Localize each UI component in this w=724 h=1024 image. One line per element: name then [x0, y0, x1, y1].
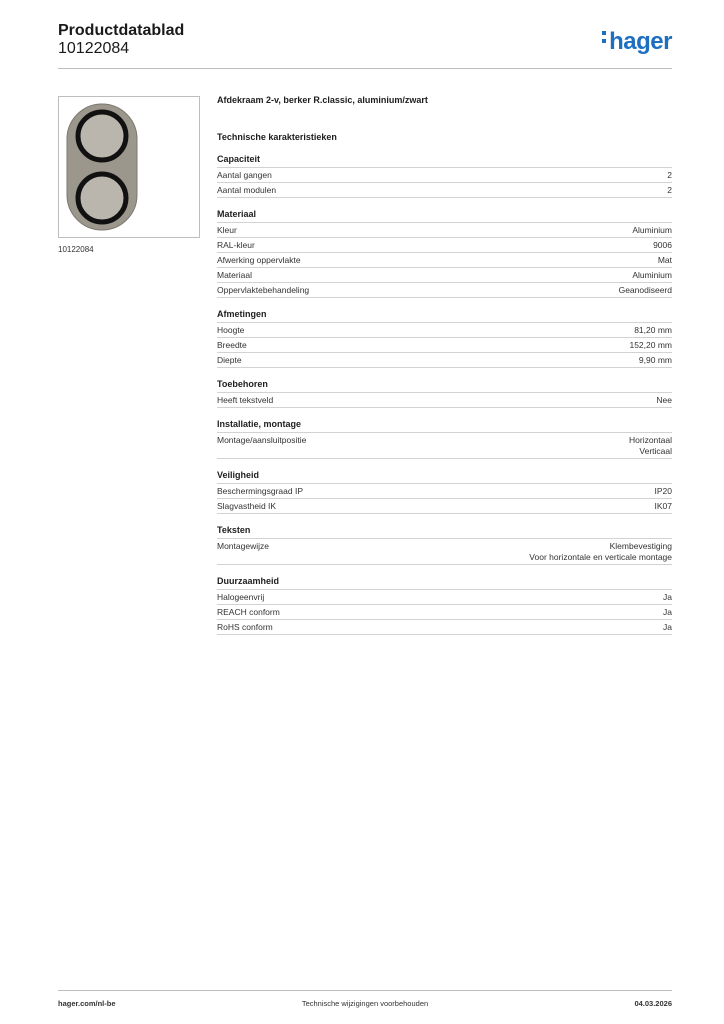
spec-value — [663, 592, 672, 603]
spec-value-line: Verticaal — [639, 446, 672, 456]
spec-value — [658, 255, 672, 266]
spec-value — [663, 607, 672, 618]
spec-label: Halogeenvrij — [217, 592, 265, 602]
spec-row — [217, 393, 672, 408]
spec-value — [619, 285, 672, 296]
spec-row — [217, 620, 672, 635]
spec-value — [639, 355, 672, 366]
spec-section — [217, 208, 672, 298]
spec-row — [217, 484, 672, 499]
page-header — [58, 22, 672, 69]
spec-label: Breedte — [217, 340, 247, 350]
spec-row — [217, 183, 672, 198]
spec-row — [217, 238, 672, 253]
image-caption: 10122084 — [58, 245, 94, 254]
spec-value — [632, 270, 672, 281]
spec-value-line: 2 — [667, 170, 672, 180]
section-title: Toebehoren — [217, 378, 672, 393]
hager-logo: hager — [602, 28, 672, 56]
spec-section — [217, 153, 672, 198]
spec-label: Materiaal — [217, 270, 252, 280]
spec-row — [217, 223, 672, 238]
spec-value-line: Ja — [663, 592, 672, 602]
spec-row — [217, 433, 672, 459]
spec-label: Heeft tekstveld — [217, 395, 274, 405]
spec-section — [217, 378, 672, 408]
section-title: Duurzaamheid — [217, 575, 672, 590]
spec-value — [629, 435, 672, 457]
spec-section — [217, 575, 672, 635]
spec-label: Montagewijze — [217, 541, 269, 551]
spec-value-line: Mat — [657, 255, 672, 265]
spec-value-line: Nee — [656, 395, 672, 405]
spec-value — [632, 225, 672, 236]
footer-date: 04.03.2026 — [634, 999, 672, 1008]
spec-value — [663, 622, 672, 633]
spec-value — [655, 501, 673, 512]
logo-colon-icon — [602, 27, 607, 47]
spec-row — [217, 605, 672, 620]
spec-value — [667, 170, 672, 181]
spec-value — [656, 395, 672, 406]
product-number: 10122084 — [58, 40, 130, 57]
spec-section — [217, 308, 672, 368]
spec-value-line: 2 — [667, 185, 672, 195]
page-title: Productdatablad — [58, 22, 185, 39]
spec-value-line: Voor horizontale en verticale montage — [529, 552, 672, 562]
spec-label: Montage/aansluitpositie — [217, 435, 307, 445]
spec-value — [629, 340, 672, 351]
tech-heading: Technische karakteristieken — [217, 132, 337, 142]
spec-label: RoHS conform — [217, 622, 273, 632]
product-name: Afdekraam 2-v, berker R.classic, aluminium/zwart — [217, 95, 428, 105]
footer-disclaimer: Technische wijzigingen voorbehouden — [301, 999, 429, 1008]
spec-value-line: Ja — [663, 607, 672, 617]
spec-label: Diepte — [217, 355, 242, 365]
spec-sections — [217, 153, 672, 635]
spec-section — [217, 524, 672, 565]
spec-value — [667, 185, 672, 196]
spec-section — [217, 469, 672, 514]
spec-value-line: IP20 — [654, 486, 672, 496]
double-frame-icon — [59, 97, 199, 237]
product-image — [58, 96, 200, 238]
spec-row — [217, 338, 672, 353]
spec-row — [217, 323, 672, 338]
spec-value-line: 9006 — [653, 240, 672, 250]
spec-label: Kleur — [217, 225, 237, 235]
section-title: Capaciteit — [217, 153, 672, 168]
section-title: Veiligheid — [217, 469, 672, 484]
spec-row — [217, 283, 672, 298]
spec-label: Aantal modulen — [217, 185, 277, 195]
spec-value-line: Geanodiseerd — [618, 285, 672, 295]
spec-label: Aantal gangen — [217, 170, 272, 180]
spec-row — [217, 268, 672, 283]
spec-value-line: Horizontaal — [629, 435, 672, 445]
spec-value-line: 81,20 mm — [634, 325, 672, 335]
spec-label: Slagvastheid IK — [217, 501, 277, 511]
spec-value-line: IK07 — [654, 501, 672, 511]
spec-value — [634, 325, 672, 336]
spec-value — [529, 541, 672, 563]
spec-row — [217, 353, 672, 368]
spec-label: RAL-kleur — [217, 240, 255, 250]
spec-value-line: Ja — [663, 622, 672, 632]
spec-label: Hoogte — [217, 325, 245, 335]
section-title: Installatie, montage — [217, 418, 672, 433]
spec-value-line: 9,90 mm — [638, 355, 672, 365]
spec-row — [217, 499, 672, 514]
spec-label: Afwerking oppervlakte — [217, 255, 301, 265]
spec-value-line: Aluminium — [632, 225, 672, 235]
section-title: Teksten — [217, 524, 672, 539]
spec-value — [655, 486, 673, 497]
spec-label: Beschermingsgraad IP — [217, 486, 303, 496]
section-title: Materiaal — [217, 208, 672, 223]
spec-value — [653, 240, 672, 251]
spec-label: REACH conform — [217, 607, 280, 617]
spec-section — [217, 418, 672, 459]
footer-website-link[interactable]: hager.com/nl-be — [58, 999, 116, 1008]
page-footer — [58, 990, 672, 1008]
spec-row — [217, 590, 672, 605]
spec-value-line: 152,20 mm — [629, 340, 672, 350]
spec-label: Oppervlaktebehandeling — [217, 285, 310, 295]
spec-value-line: Aluminium — [632, 270, 672, 280]
spec-content — [217, 95, 672, 645]
spec-row — [217, 539, 672, 565]
spec-value-line: Klembevestiging — [609, 541, 672, 551]
section-title: Afmetingen — [217, 308, 672, 323]
spec-row — [217, 253, 672, 268]
spec-row — [217, 168, 672, 183]
